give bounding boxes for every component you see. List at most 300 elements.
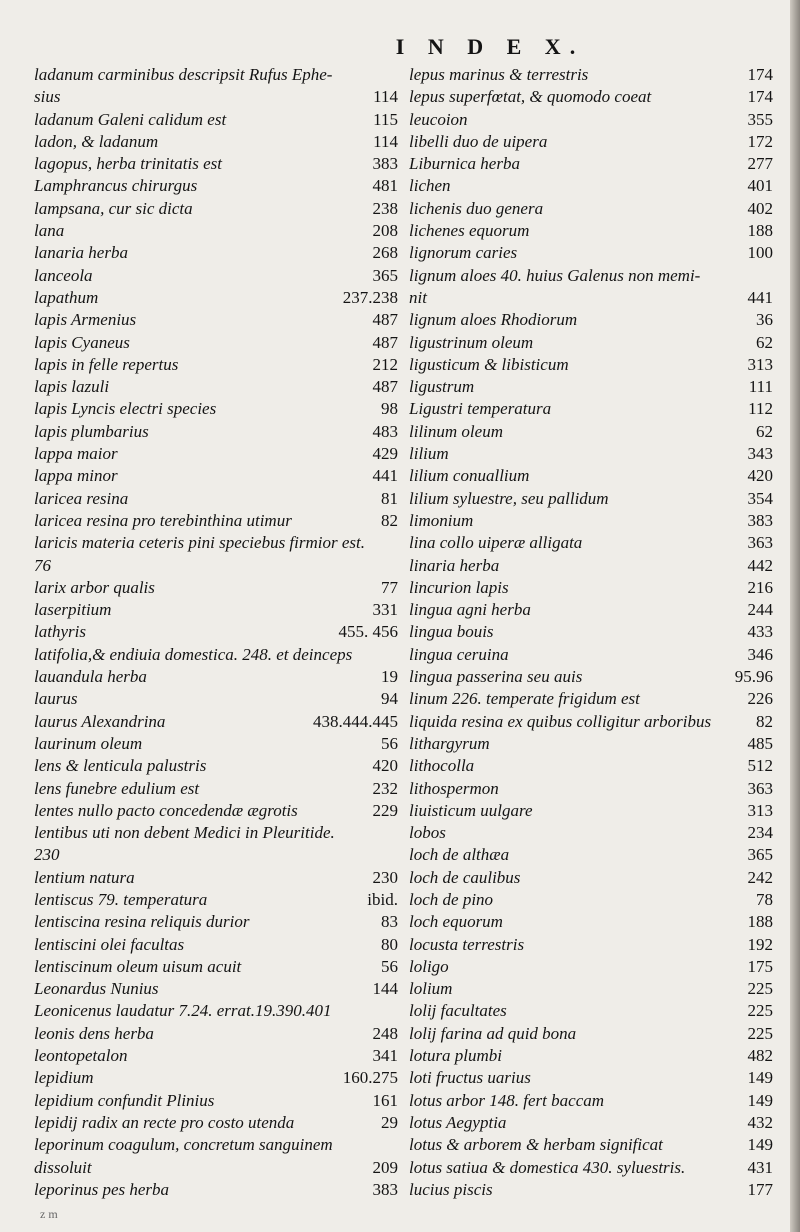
- index-page-ref: 232: [372, 778, 398, 798]
- index-page-ref: 238: [372, 198, 398, 218]
- index-entry: [34, 599, 398, 621]
- index-page-ref: 149: [747, 1068, 773, 1088]
- index-entry: [409, 688, 773, 710]
- left-column: [34, 64, 398, 1201]
- index-page-ref: 512: [747, 756, 773, 776]
- index-term: lignum aloes 40. huius Galenus non memi-: [409, 265, 701, 285]
- index-entry: [409, 822, 773, 844]
- index-term: ladanum carminibus descripsit Rufus Ephe-: [34, 65, 333, 84]
- index-page-ref: 177: [747, 1179, 773, 1199]
- index-term: lolij farina ad quid bona: [409, 1023, 577, 1043]
- index-page-ref: 268: [372, 243, 398, 263]
- index-term: laricea resina: [34, 488, 129, 508]
- index-entry: [34, 1157, 398, 1179]
- index-page-ref: 432: [747, 1112, 773, 1132]
- index-term: lingua bouis: [409, 622, 494, 642]
- signature-mark: z m: [40, 1207, 58, 1221]
- index-entry: [409, 1112, 773, 1134]
- index-entry: [409, 577, 773, 599]
- index-page-ref: 188: [747, 912, 773, 932]
- index-term: laricea resina pro terebinthina utimur: [34, 510, 292, 530]
- index-page-ref: 192: [747, 934, 773, 954]
- index-entry: [409, 488, 773, 510]
- index-term: sius: [34, 87, 61, 107]
- index-entry: [34, 733, 398, 755]
- index-entry: [409, 465, 773, 487]
- index-term: lagopus, herba trinitatis est: [34, 154, 222, 174]
- index-page-ref: 149: [747, 1090, 773, 1110]
- index-entry: [409, 1000, 773, 1022]
- index-term: lotus arbor 148. fert baccam: [409, 1090, 605, 1110]
- index-term: loch de pino: [409, 889, 494, 909]
- index-term: nit: [409, 287, 427, 307]
- index-term: lichen: [409, 176, 451, 196]
- index-term: lapis Armenius: [34, 310, 137, 330]
- index-page-ref: 172: [747, 131, 773, 151]
- index-entry: [409, 287, 773, 309]
- index-page-ref: 208: [372, 221, 398, 241]
- index-page-ref: 485: [747, 733, 773, 753]
- index-term: leonis dens herba: [34, 1023, 154, 1043]
- index-page-ref: 149: [747, 1135, 773, 1155]
- index-entry: [409, 711, 773, 733]
- index-term: lapathum: [34, 287, 99, 307]
- index-term: lotus & arborem & herbam significat: [409, 1135, 663, 1155]
- index-entry: [409, 1090, 773, 1112]
- index-term: linaria herba: [409, 555, 500, 575]
- index-entry: [409, 978, 773, 1000]
- index-page-ref: 234: [747, 823, 773, 843]
- index-term: lignum aloes Rhodiorum: [409, 310, 578, 330]
- index-page-ref: 114: [373, 131, 398, 151]
- index-page-ref: 226: [747, 689, 773, 709]
- index-entry: [409, 733, 773, 755]
- index-page-ref: 62: [756, 332, 773, 352]
- index-term: libelli duo de uipera: [409, 131, 548, 151]
- index-entry: [34, 1179, 398, 1201]
- index-entry: [409, 956, 773, 978]
- index-term: lens & lenticula palustris: [34, 756, 207, 776]
- index-entry: [34, 1134, 398, 1156]
- index-page-ref: 346: [747, 644, 773, 664]
- index-page-ref: 420: [372, 756, 398, 776]
- index-term: lampsana, cur sic dicta: [34, 198, 193, 218]
- index-entry: [34, 198, 398, 220]
- index-term: ligustrum: [409, 377, 475, 397]
- index-entry: [409, 376, 773, 398]
- index-entry: [409, 175, 773, 197]
- index-page-ref: 402: [747, 198, 773, 218]
- index-entry: [34, 465, 398, 487]
- index-page-ref: 174: [747, 87, 773, 107]
- index-term: lepidium confundit Plinius: [34, 1090, 215, 1110]
- index-entry: [34, 844, 398, 866]
- index-term: laurus Alexandrina: [34, 711, 166, 731]
- index-page-ref: 331: [372, 600, 398, 620]
- index-page-ref: 95.96: [734, 667, 773, 687]
- index-entry: [34, 978, 398, 1000]
- index-page-ref: 429: [372, 444, 398, 464]
- index-entry: [409, 109, 773, 131]
- index-term: lina collo uiperæ alligata: [409, 533, 583, 553]
- index-entry: [409, 220, 773, 242]
- index-term: locusta terrestris: [409, 934, 525, 954]
- index-page-ref: 365: [747, 845, 773, 865]
- index-page-ref: 83: [381, 912, 398, 932]
- index-term: lichenes equorum: [409, 221, 530, 241]
- right-column: [402, 64, 773, 1201]
- index-page-ref: 80: [381, 934, 398, 954]
- index-entry: [34, 755, 398, 777]
- index-page-ref: 36: [756, 310, 773, 330]
- index-term: lolium: [409, 979, 453, 999]
- index-page-ref: 343: [747, 444, 773, 464]
- index-page-ref: 225: [747, 979, 773, 999]
- index-term: lignorum caries: [409, 243, 518, 263]
- index-term: leucoion: [409, 109, 468, 129]
- index-entry: [34, 488, 398, 510]
- index-page-ref: 354: [747, 488, 773, 508]
- index-page-ref: 248: [372, 1023, 398, 1043]
- index-term: lentiscinum oleum uisum acuit: [34, 956, 242, 976]
- index-term: lapis plumbarius: [34, 421, 149, 441]
- index-entry: [409, 198, 773, 220]
- index-entry: [409, 867, 773, 889]
- index-term: lappa maior: [34, 444, 118, 464]
- index-page-ref: 216: [747, 577, 773, 597]
- index-term: lathyris: [34, 622, 86, 642]
- index-term: lens funebre edulium est: [34, 778, 200, 798]
- index-entry: [409, 532, 773, 554]
- index-term: laurinum oleum: [34, 733, 143, 753]
- index-entry: [34, 889, 398, 911]
- index-page-ref: 94: [381, 689, 398, 709]
- index-entry: [409, 421, 773, 443]
- index-term: lepus superfœtat, & quomodo coeat: [409, 87, 652, 107]
- index-entry: [34, 666, 398, 688]
- index-term: lapis Cyaneus: [34, 332, 130, 352]
- index-page-ref: 98: [381, 399, 398, 419]
- index-entry: [409, 778, 773, 800]
- index-page-ref: 81: [381, 488, 398, 508]
- index-page-ref: 225: [747, 1023, 773, 1043]
- index-entry: [409, 1134, 773, 1156]
- index-entry: [34, 644, 398, 666]
- index-columns: [34, 64, 776, 1201]
- index-entry: [409, 354, 773, 376]
- index-entry: [34, 376, 398, 398]
- index-page-ref: 487: [372, 332, 398, 352]
- index-entry: [409, 599, 773, 621]
- index-page-ref: 487: [372, 310, 398, 330]
- index-page-ref: 341: [372, 1046, 398, 1066]
- index-entry: [409, 844, 773, 866]
- index-entry: [34, 443, 398, 465]
- index-entry: [409, 1067, 773, 1089]
- index-page-ref: 19: [381, 667, 398, 687]
- index-term: linum 226. temperate frigidum est: [409, 689, 640, 709]
- index-entry: [34, 287, 398, 309]
- index-term: leporinus pes herba: [34, 1179, 170, 1199]
- index-page-ref: 114: [373, 87, 398, 107]
- index-page-ref: 82: [756, 711, 773, 731]
- index-term: Liburnica herba: [409, 154, 520, 174]
- index-page-ref: 77: [381, 577, 398, 597]
- index-term: ladon, & ladanum: [34, 131, 159, 151]
- index-term: lanceola: [34, 265, 93, 285]
- index-term: Leonicenus laudatur 7.24. errat.19.390.401: [34, 1001, 332, 1021]
- index-page-ref: 363: [747, 778, 773, 798]
- index-page-ref: 383: [372, 154, 398, 174]
- index-page-ref: 209: [372, 1157, 398, 1177]
- index-term: loligo: [409, 956, 449, 976]
- index-page-ref: 111: [748, 377, 773, 397]
- index-page-ref: 230: [372, 867, 398, 887]
- index-entry: [409, 398, 773, 420]
- index-page-ref: 313: [747, 800, 773, 820]
- index-entry: [409, 153, 773, 175]
- index-entry: [34, 398, 398, 420]
- page-gutter: [790, 0, 800, 1232]
- index-page-ref: 455. 456: [338, 622, 398, 642]
- index-term: lentibus uti non debent Medici in Pleuritide.: [34, 823, 335, 843]
- index-entry: [409, 1179, 773, 1201]
- index-entry: [34, 934, 398, 956]
- index-page-ref: 277: [747, 154, 773, 174]
- index-entry: [34, 86, 398, 108]
- index-page-ref: 420: [747, 466, 773, 486]
- index-page-ref: 225: [747, 1001, 773, 1021]
- index-term: lentiscus 79. temperatura: [34, 889, 208, 909]
- index-term: lingua ceruina: [409, 644, 509, 664]
- index-entry: [34, 911, 398, 933]
- index-entry: [409, 621, 773, 643]
- index-page-ref: 62: [756, 421, 773, 441]
- index-entry: [34, 354, 398, 376]
- index-term: lingua agni herba: [409, 600, 531, 620]
- index-entry: [34, 532, 398, 554]
- index-term: lotura plumbi: [409, 1046, 503, 1066]
- index-page-ref: 438.444.445: [313, 711, 398, 731]
- index-page-ref: 442: [747, 555, 773, 575]
- index-page-ref: 212: [372, 354, 398, 374]
- index-page-ref: 355: [747, 109, 773, 129]
- index-term: larix arbor qualis: [34, 577, 155, 597]
- index-page-ref: 383: [747, 510, 773, 530]
- index-page-ref: 237.238: [342, 287, 398, 307]
- index-page-ref: 82: [381, 510, 398, 530]
- index-page-ref: 161: [372, 1090, 398, 1110]
- index-entry: [34, 220, 398, 242]
- index-entry: [34, 1090, 398, 1112]
- index-entry: [409, 242, 773, 264]
- index-term: lentes nullo pacto concedendæ ægrotis: [34, 800, 298, 820]
- index-term: laurus: [34, 689, 78, 709]
- index-entry: [34, 822, 398, 844]
- index-page-ref: 313: [747, 354, 773, 374]
- index-page-ref: 481: [372, 176, 398, 196]
- index-entry: [34, 711, 398, 733]
- index-entry: [409, 1045, 773, 1067]
- index-entry: [409, 934, 773, 956]
- index-term: lepidium: [34, 1068, 94, 1088]
- index-term: lichenis duo genera: [409, 198, 544, 218]
- index-entry: [34, 577, 398, 599]
- index-entry: [34, 867, 398, 889]
- index-term: lilium syluestre, seu pallidum: [409, 488, 609, 508]
- index-term: lilium: [409, 444, 449, 464]
- page-title: I N D E X.: [395, 34, 585, 59]
- index-page-ref: 175: [747, 956, 773, 976]
- index-entry: [409, 644, 773, 666]
- index-entry: [34, 688, 398, 710]
- index-entry: [34, 64, 398, 86]
- index-entry: [409, 1157, 773, 1179]
- index-entry: [409, 510, 773, 532]
- index-term: lappa minor: [34, 466, 118, 486]
- index-entry: [34, 332, 398, 354]
- index-entry: [34, 1112, 398, 1134]
- index-term: 76: [34, 555, 51, 575]
- index-term: lanaria herba: [34, 243, 128, 263]
- index-entry: [34, 175, 398, 197]
- index-entry: [409, 1023, 773, 1045]
- index-entry: [34, 800, 398, 822]
- index-term: Ligustri temperatura: [409, 399, 552, 419]
- index-page-ref: 433: [747, 622, 773, 642]
- index-term: latifolia,& endiuia domestica. 248. et deinceps: [34, 644, 353, 664]
- index-term: leontopetalon: [34, 1046, 128, 1066]
- index-term: laricis materia ceteris pini speciebus firmior est.: [34, 533, 365, 553]
- index-term: leporinum coagulum, concretum sanguinem: [34, 1135, 333, 1155]
- index-page-ref: 363: [747, 533, 773, 553]
- index-entry: [409, 755, 773, 777]
- index-term: lithocolla: [409, 756, 475, 776]
- index-page-ref: ibid.: [367, 889, 398, 909]
- index-entry: [34, 1067, 398, 1089]
- index-page-ref: 56: [381, 733, 398, 753]
- index-term: lepus marinus & terrestris: [409, 65, 589, 84]
- index-page-ref: 483: [372, 421, 398, 441]
- index-entry: [34, 956, 398, 978]
- index-page-ref: 244: [747, 600, 773, 620]
- index-entry: [409, 86, 773, 108]
- index-term: loch de caulibus: [409, 867, 521, 887]
- index-page-ref: 441: [747, 287, 773, 307]
- index-entry: [34, 510, 398, 532]
- index-entry: [34, 778, 398, 800]
- index-page-ref: 365: [372, 265, 398, 285]
- index-page-ref: 115: [373, 109, 398, 129]
- index-page-ref: 160.275: [342, 1068, 398, 1088]
- index-term: lentiscini olei facultas: [34, 934, 185, 954]
- index-term: ligustrinum oleum: [409, 332, 534, 352]
- index-term: lotus satiua & domestica 430. syluestris.: [409, 1157, 686, 1177]
- index-term: dissoluit: [34, 1157, 92, 1177]
- index-term: lobos: [409, 823, 446, 843]
- index-term: loch equorum: [409, 912, 503, 932]
- index-term: lolij facultates: [409, 1001, 507, 1021]
- index-page-ref: 401: [747, 176, 773, 196]
- index-entry: [409, 889, 773, 911]
- index-page-ref: 56: [381, 956, 398, 976]
- index-entry: [409, 309, 773, 331]
- index-term: lilinum oleum: [409, 421, 503, 441]
- index-term: lentiscina resina reliquis durior: [34, 912, 250, 932]
- index-entry: [409, 555, 773, 577]
- index-term: lapis in felle repertus: [34, 354, 179, 374]
- index-term: liquida resina ex quibus colligitur arboribus: [409, 711, 712, 731]
- index-term: 230: [34, 845, 60, 865]
- index-entry: [34, 555, 398, 577]
- index-page-ref: 441: [372, 466, 398, 486]
- index-page-ref: 487: [372, 377, 398, 397]
- index-page-ref: 242: [747, 867, 773, 887]
- index-term: limonium: [409, 510, 474, 530]
- index-entry: [34, 621, 398, 643]
- index-entry: [409, 911, 773, 933]
- index-term: lilium conuallium: [409, 466, 530, 486]
- index-term: liuisticum uulgare: [409, 800, 533, 820]
- index-entry: [409, 64, 773, 86]
- index-entry: [34, 1000, 398, 1022]
- index-page-ref: 229: [372, 800, 398, 820]
- index-page-ref: 188: [747, 221, 773, 241]
- index-term: lincurion lapis: [409, 577, 509, 597]
- index-term: lucius piscis: [409, 1179, 493, 1199]
- index-entry: [409, 443, 773, 465]
- index-entry: [409, 666, 773, 688]
- index-entry: [409, 265, 773, 287]
- index-page-ref: 482: [747, 1046, 773, 1066]
- index-entry: [34, 265, 398, 287]
- index-term: loch de althæa: [409, 845, 510, 865]
- index-entry: [34, 131, 398, 153]
- index-term: Lamphrancus chirurgus: [34, 176, 198, 196]
- index-entry: [409, 131, 773, 153]
- index-term: lotus Aegyptia: [409, 1112, 507, 1132]
- index-entry: [34, 1045, 398, 1067]
- index-term: lingua passerina seu auis: [409, 667, 583, 687]
- index-entry: [34, 421, 398, 443]
- index-term: lithospermon: [409, 778, 499, 798]
- index-entry: [34, 1023, 398, 1045]
- index-entry: [34, 109, 398, 131]
- index-term: lauandula herba: [34, 667, 147, 687]
- index-term: laserpitium: [34, 600, 112, 620]
- index-page-ref: 29: [381, 1112, 398, 1132]
- index-term: ligusticum & libisticum: [409, 354, 569, 374]
- index-page-ref: 431: [747, 1157, 773, 1177]
- index-page-ref: 144: [372, 979, 398, 999]
- index-page-ref: 383: [372, 1179, 398, 1199]
- index-term: loti fructus uarius: [409, 1068, 531, 1088]
- index-term: ladanum Galeni calidum est: [34, 109, 227, 129]
- index-entry: [34, 153, 398, 175]
- index-page-ref: 100: [747, 243, 773, 263]
- index-term: lana: [34, 221, 65, 241]
- index-term: lithargyrum: [409, 733, 490, 753]
- index-term: lapis Lyncis electri species: [34, 399, 217, 419]
- index-term: Leonardus Nunius: [34, 979, 159, 999]
- index-page-ref: 78: [756, 889, 773, 909]
- index-page-ref: 174: [747, 65, 773, 84]
- index-term: lapis lazuli: [34, 377, 110, 397]
- index-entry: [409, 332, 773, 354]
- index-term: lentium natura: [34, 867, 135, 887]
- index-page-ref: 112: [748, 399, 773, 419]
- index-entry: [409, 800, 773, 822]
